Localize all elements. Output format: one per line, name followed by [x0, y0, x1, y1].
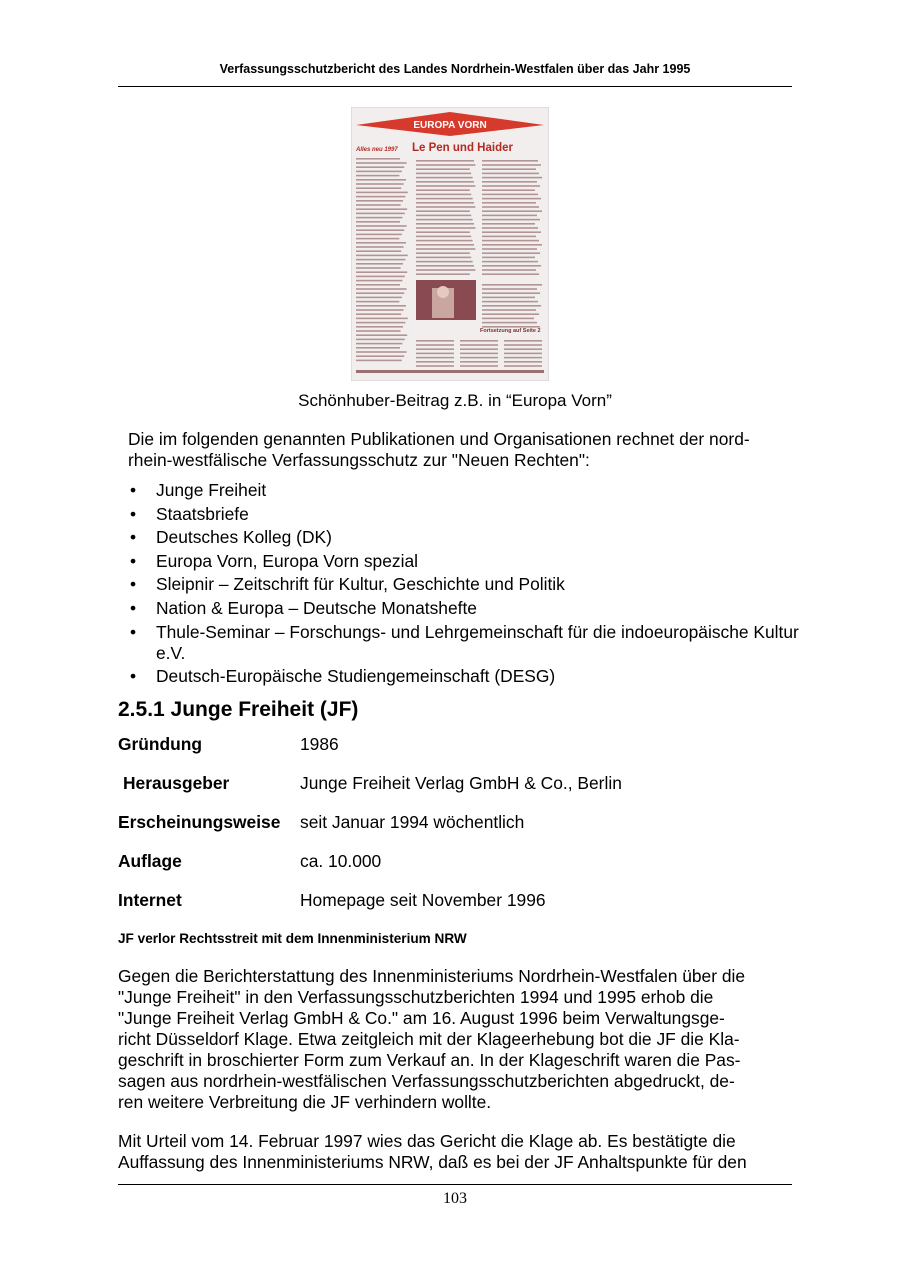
list-item: • Deutsch-Europäische Studiengemeinschaft (DESG): [128, 666, 798, 687]
fact-label: Erscheinungsweise: [118, 812, 281, 832]
fact-value: ca. 10.000: [300, 851, 382, 871]
section-title: 2.5.1 Junge Freiheit (JF): [118, 698, 359, 721]
list-item: • Thule-Seminar – Forschungs- und Lehrgemeinschaft für die indoeuropäische Kultur e.V.: [128, 622, 802, 664]
footer-rule: [118, 1184, 792, 1185]
running-header: Verfassungsschutzbericht des Landes Nordrhein-Westfalen über das Jahr 1995: [219, 62, 691, 76]
fact-row-erscheinungsweise: [118, 812, 792, 834]
publication-list: [128, 480, 798, 690]
figure-caption: Schönhuber-Beitrag z.B. in “Europa Vorn”: [298, 391, 612, 410]
list-item: • Sleipnir – Zeitschrift für Kultur, Geschichte und Politik: [128, 574, 798, 595]
newspaper-banner: EUROPA VORN: [413, 120, 487, 131]
list-item: • Europa Vorn, Europa Vorn spezial: [128, 551, 798, 572]
fact-value: Junge Freiheit Verlag GmbH & Co., Berlin: [300, 773, 622, 793]
paragraph-line: "Junge Freiheit Verlag GmbH & Co." am 16. August 1996 beim Verwaltungsge-: [118, 1008, 725, 1028]
list-item: • Staatsbriefe: [128, 504, 798, 525]
list-item: • Junge Freiheit: [128, 480, 798, 501]
fact-value: seit Januar 1994 wöchentlich: [300, 812, 525, 832]
paragraph-line: ren weitere Verbreitung die JF verhindern wollte.: [118, 1092, 492, 1112]
page-number: 103: [443, 1190, 467, 1207]
fact-label: Auflage: [118, 851, 182, 871]
fact-value: Homepage seit November 1996: [300, 890, 546, 910]
fact-label: Gründung: [118, 734, 203, 754]
body-paragraph-1: [118, 966, 778, 1113]
fact-value: 1986: [300, 734, 339, 754]
newspaper-image: [352, 108, 548, 380]
list-item: • Nation & Europa – Deutsche Monatshefte: [128, 598, 798, 619]
fact-label: Internet: [118, 890, 182, 910]
newspaper-continue-note: Fortsetzung auf Seite 2: [480, 328, 541, 334]
paragraph-line: Mit Urteil vom 14. Februar 1997 wies das Gericht die Klage ab. Es bestätigte die: [118, 1131, 736, 1151]
fact-row-auflage: [118, 851, 792, 873]
subheading: JF verlor Rechtsstreit mit dem Innenministerium NRW: [118, 931, 467, 946]
fact-label: Herausgeber: [123, 773, 230, 793]
body-paragraph-2: [118, 1131, 778, 1173]
paragraph-line: Auffassung des Innenministeriums NRW, daß es bei der JF Anhaltspunkte für den: [118, 1152, 747, 1172]
intro-line: Die im folgenden genannten Publikationen und Organisationen rechnet der nord-: [128, 429, 750, 449]
paragraph-line: sagen aus nordrhein-westfälischen Verfassungsschutzberichten abgedruckt, de-: [118, 1071, 735, 1091]
header-rule: [118, 86, 792, 87]
paragraph-line: richt Düsseldorf Klage. Etwa zeitgleich mit der Klageerhebung bot die JF die Kla-: [118, 1029, 740, 1049]
fact-row-gruendung: [118, 734, 792, 756]
paragraph-line: "Junge Freiheit" in den Verfassungsschutzberichten 1994 und 1995 erhob die: [118, 987, 714, 1007]
paragraph-line: geschrift in broschierter Form zum Verkauf an. In der Klageschrift waren die Pas-: [118, 1050, 741, 1070]
fact-row-herausgeber: [118, 773, 792, 795]
fact-row-internet: [118, 890, 792, 912]
newspaper-illustration: [352, 108, 548, 380]
list-item: • Deutsches Kolleg (DK): [128, 527, 798, 548]
intro-line: rhein-westfälische Verfassungsschutz zur "Neuen Rechten":: [128, 450, 590, 470]
paragraph-line: Gegen die Berichterstattung des Innenministeriums Nordrhein-Westfalen über die: [118, 966, 746, 986]
newspaper-headline: Le Pen und Haider: [412, 142, 513, 154]
newspaper-column-title: Alles neu 1997: [356, 147, 398, 153]
intro-paragraph: [128, 429, 788, 471]
